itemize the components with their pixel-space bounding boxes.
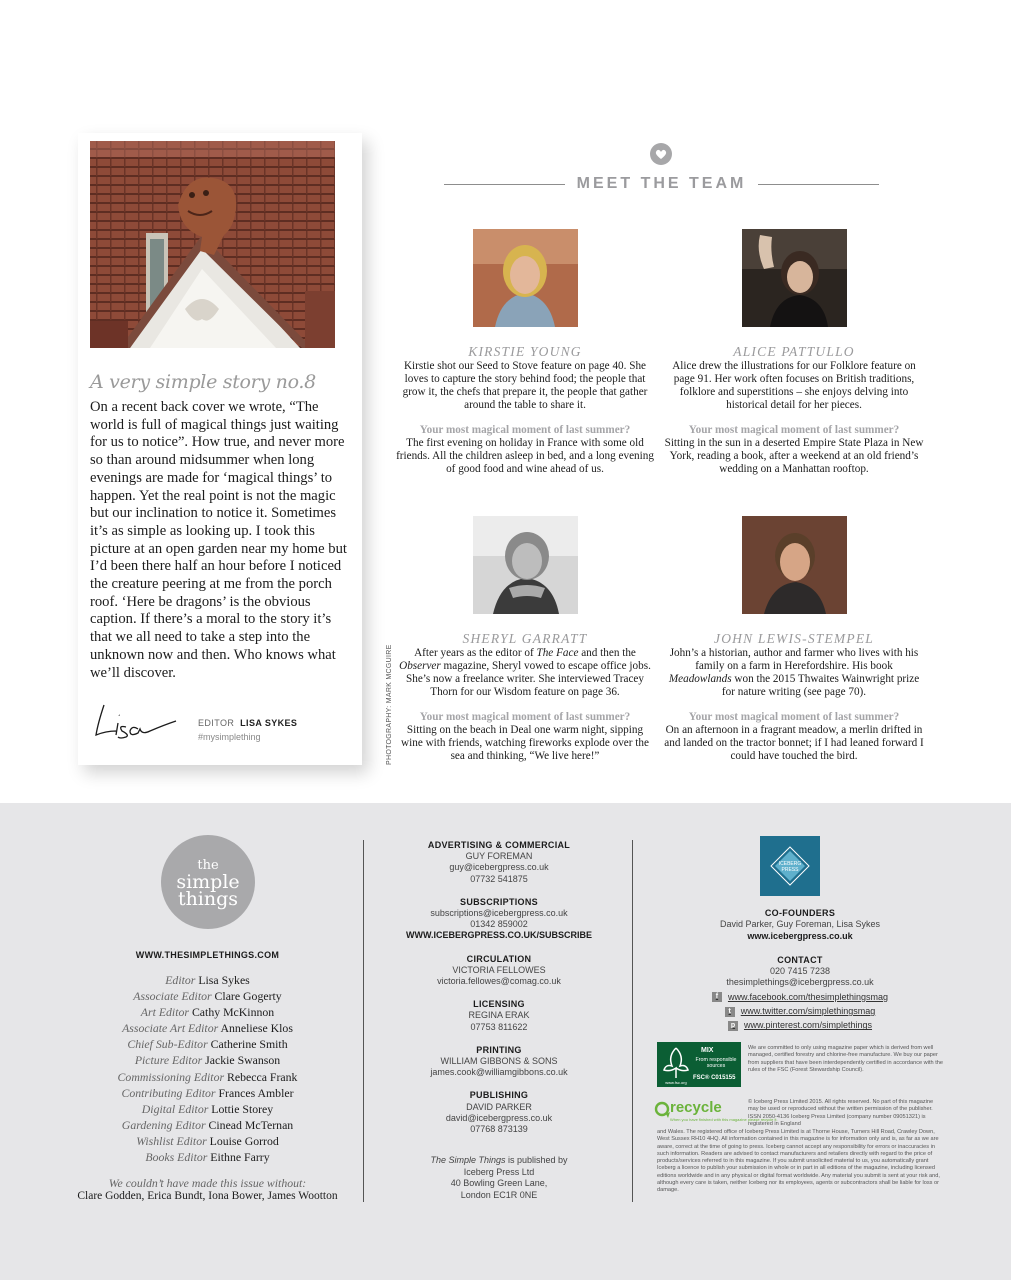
staff-list — [50, 972, 365, 1165]
iceberg-press-logo — [760, 836, 820, 896]
pinterest-link[interactable]: p www.pinterest.com/simplethings — [655, 1020, 945, 1031]
facebook-icon: f — [712, 992, 722, 1002]
svg-text:PRESS: PRESS — [781, 867, 799, 873]
subscriptions-block: SUBSCRIPTIONS subscriptions@icebergpress.co.uk 01342 859002 WWW.ICEBERGPRESS.CO.UK/SUBSCRIBE — [392, 897, 606, 942]
thanks-names: Clare Godden, Erica Bundt, Iona Bower, James Wootton — [77, 1190, 338, 1202]
editor-signature — [90, 697, 190, 747]
staff-row: Gardening Editor Cinead McTernan — [121, 1117, 294, 1132]
member-question: Your most magical moment of last summer? — [688, 711, 900, 723]
member-answer: Sitting in the sun in a deserted Empire State Plaza in New York, reading a book, after a weekend at an old friend’s wedding on a Manhattan rooftop. — [664, 437, 924, 475]
advertising-block: ADVERTISING & COMMERCIAL GUY FOREMAN guy@icebergpress.co.uk 07732 541875 — [427, 840, 571, 884]
thanks-title: We couldn’t have made this issue without: — [108, 1176, 307, 1190]
printing-block: PRINTING WILLIAM GIBBONS & SONS james.cook@williamgibbons.co.uk — [430, 1044, 568, 1078]
staff-row: Picture Editor Jackie Swanson — [134, 1053, 281, 1068]
story-body: On a recent back cover we wrote, “The world is full of magical things just waiting for us to notice”. How true, and never more so than around midsummer when long evenings are made for ‘magical things’ to happen. Yet the real point is not the magic but our inclination to notice it. Sometimes it’s as simple as looking up. I took this picture at an open garden near my home but I’d been there half an hour before I noticed the creature peering at me from the porch roof. ‘Here be dragons’ is the obvious caption. If there’s a moral to the story it’s that we all need to take a step into the unknown now and then. Who knows what we’ll discover. — [90, 399, 347, 681]
team-member-sheryl — [395, 516, 655, 763]
facebook-link[interactable]: f www.facebook.com/thesimplethingsmag — [655, 992, 945, 1003]
editor-letter-card — [78, 133, 362, 765]
member-name: KIRSTIE YOUNG — [468, 344, 582, 359]
member-answer: On an afternoon in a fragrant meadow, a merlin drifted in and landed on the tractor bonnet; if I had leaned forward I could have touched the bird. — [664, 724, 924, 762]
staff-row: Digital Editor Lottie Storey — [141, 1101, 274, 1116]
member-bio: John’s a historian, author and farmer who lives with his family on a farm in Herefordshire. His book Meadowlands won the 2015 Thwaites Wainwright prize for nature writing (see page 70). — [668, 647, 920, 698]
contacts-column — [392, 840, 606, 1201]
team-heading: MEET THE TEAM — [444, 174, 879, 194]
member-name: ALICE PATTULLO — [733, 344, 855, 359]
twitter-link[interactable]: t www.twitter.com/simplethingsmag — [655, 1006, 945, 1017]
portrait-john — [742, 516, 847, 614]
column-divider — [632, 840, 633, 1202]
pinterest-icon: p — [728, 1021, 738, 1031]
member-bio: Kirstie shot our Seed to Stove feature on page 40. She loves to capture the story behind food; the people that grow it, the chefs that prepare it, the people that gather around the table to share it. — [402, 360, 648, 411]
member-name: JOHN LEWIS-STEMPEL — [714, 631, 874, 646]
iceberg-website-link[interactable]: www.icebergpress.co.uk — [747, 930, 853, 941]
legal-notice-continued: and Wales. The registered office of Iceberg Press Limited is at Thorne House, Turners Hill Road, Crawley Down, West Sussex RH10 4HQ. All information contained in this magazine is for information only and is, as far as we are aware, correct at the time of going to press. Iceberg cannot accept any responsibility for errors or inaccuracies in such information. Readers are advised to contact manufacturers and retailers directly with regard to the price of products/services referred to in this magazine. If you submit unsolicited material to us, you automatically grant Iceberg a licence to publish your submission in whole or in part in all editions of the magazine, including licensed editions worldwide and in any physical or digital format worldwide. Any material you submit is sent at your risk and, although every care is taken, neither Iceberg nor its employees, agents or subcontractors shall be liable for loss or damage. — [657, 1129, 940, 1194]
heart-icon — [650, 143, 672, 165]
portrait-alice — [742, 229, 847, 327]
portrait-sheryl — [473, 516, 578, 614]
team-member-john — [664, 516, 924, 763]
staff-row: Commissioning Editor Rebecca Frank — [117, 1069, 298, 1084]
subscribe-link[interactable]: WWW.ICEBERGPRESS.CO.UK/SUBSCRIBE — [405, 930, 592, 941]
portrait-kirstie — [473, 229, 578, 327]
staff-row: Associate Editor Clare Gogerty — [133, 989, 282, 1004]
column-divider — [363, 840, 364, 1202]
publisher-address: The Simple Things is published by Iceberg Press Ltd 40 Bowling Green Lane, London EC1R 0NE — [430, 1155, 568, 1200]
editor-credit: EDITOR LISA SYKES — [198, 718, 298, 728]
twitter-icon: t — [725, 1007, 735, 1017]
member-name: SHERYL GARRATT — [462, 631, 588, 646]
hashtag: #mysimplething — [198, 732, 261, 742]
recycle-logo: recycle When you have finished with this magazine please recycle it. — [654, 1098, 744, 1126]
member-question: Your most magical moment of last summer? — [419, 424, 631, 436]
staff-row: Chief Sub-Editor Catherine Smith — [127, 1037, 288, 1052]
fsc-logo: www.fsc.org MIX From responsible sources FSC® C015155 — [657, 1042, 741, 1087]
heading-rule-right — [758, 184, 879, 185]
dragon-roof-photo — [90, 141, 335, 348]
staff-row: Wishlist Editor Louise Gorrod — [136, 1133, 279, 1148]
staff-row: Associate Art Editor Anneliese Klos — [122, 1021, 293, 1036]
company-info: CO-FOUNDERS David Parker, Guy Foreman, Lisa Sykes www.icebergpress.co.uk CONTACT 020 7415 7238 thesimplethings@icebergpress.co.uk f www.facebook.com/thesimplethingsmag t www.twitter.com/simplethingsmag p www.pinterest.com/simplethings — [655, 908, 945, 1032]
member-answer: Sitting on the beach in Deal one warm night, sipping wine with friends, watching fireworks explode over the sea and thinking, “We live here!” — [401, 724, 649, 762]
team-member-kirstie — [395, 229, 655, 476]
member-answer: The first evening on holiday in France with some old friends. All the children asleep in bed, and a long evening of good food and wine ahead of us. — [396, 437, 654, 475]
photo-credit: PHOTOGRAPHY: MARK MCGUIRE — [386, 644, 393, 765]
staff-row: Art Editor Cathy McKinnon — [140, 1005, 275, 1020]
website-link[interactable]: WWW.THESIMPLETHINGS.COM — [135, 950, 280, 960]
member-bio: Alice drew the illustrations for our Folklore feature on page 91. Her work often focuses on British traditions, folklore and superstitions – she enjoys delving into historical detail for her pieces. — [672, 360, 916, 411]
svg-text:ICEBERG: ICEBERG — [778, 861, 802, 867]
heading-rule-left — [444, 184, 565, 185]
staff-row: Contributing Editor Frances Ambler — [121, 1085, 294, 1100]
licensing-block: LICENSING REGINA ERAK 07753 811622 — [468, 999, 530, 1032]
story-title: A very simple story no.8 — [90, 371, 316, 393]
fsc-statement: We are committed to only using magazine paper which is derived from well managed, certified forestry and chlorine-free manufacture. We buy our paper from suppliers that have been interdependently certified in accordance with the rules of the FSC (Forest Stewardship Council). — [748, 1045, 943, 1073]
the-simple-things-logo: the simple things — [161, 835, 255, 929]
publishing-block: PUBLISHING DAVID PARKER david@icebergpress.co.uk 07768 873139 — [445, 1090, 553, 1135]
staff-row: Editor Lisa Sykes — [165, 973, 250, 987]
member-question: Your most magical moment of last summer? — [688, 424, 900, 436]
member-bio: After years as the editor of The Face and then the Observer magazine, Sheryl vowed to escape office jobs. She’s now a freelance writer. She interviewed Tracey Thorn for our Wisdom feature on page 36. — [399, 647, 651, 698]
legal-notice: © Iceberg Press Limited 2015. All rights reserved. No part of this magazine may be used or reproduced without the written permission of the publisher. ISSN 2050-4136 Iceberg Press Limited (company number 09051321) is registered in England — [748, 1099, 934, 1127]
circulation-block: CIRCULATION VICTORIA FELLOWES victoria.fellowes@comag.co.uk — [437, 953, 561, 987]
team-member-alice — [664, 229, 924, 476]
staff-row: Books Editor Eithne Farry — [145, 1150, 270, 1165]
svg-text:www.fsc.org: www.fsc.org — [665, 1080, 687, 1085]
recycle-icon — [654, 1100, 670, 1120]
member-question: Your most magical moment of last summer? — [419, 711, 631, 723]
